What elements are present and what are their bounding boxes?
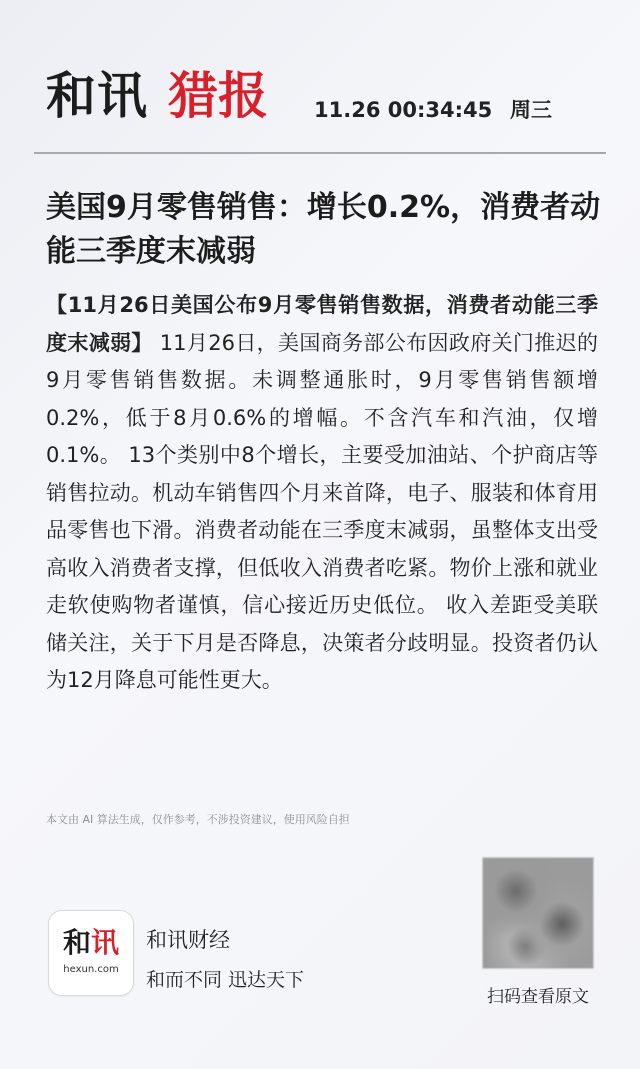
ai-disclaimer: 本文由 AI 算法生成，仅作参考，不涉投资建议，使用风险自担: [46, 813, 350, 826]
publish-datetime: 11.26 00:34:45: [314, 98, 493, 122]
article-text: 11月26日，美国商务部公布因政府关门推迟的9月零售销售数据。未调整通胀时，9月零售销售额增0.2%，低于8月0.6%的增幅。不含汽车和汽油，仅增0.1%。 13个类别中8个增长，主要受加油站、个护商店等销售拉动。机动车销售四个月来首降，电子、服装和体育用品零售也下滑。消费者动能在三季度末减弱，虽整体支出受高收入消费者支撑，但低收入消费者吃紧。物价上涨和就业走软使购物者谨慎，信心接近历史低位。 收入差距受美联储关注，关于下月是否降息，决策者分歧明显。投资者仍认为12月降息可能性更大。: [46, 330, 598, 692]
footer-slogan: 和而不同 迅达天下: [146, 969, 305, 991]
brand-logo-black: 和讯: [46, 67, 148, 125]
qr-code[interactable]: [482, 857, 594, 969]
logo-char-black: 和: [62, 926, 91, 959]
logo-url: hexun.com: [63, 964, 119, 975]
publish-weekday: 周三: [510, 98, 552, 122]
article-title: 美国9月零售销售：增长0.2%，消费者动能三季度末减弱: [46, 190, 601, 269]
article-body: [46, 287, 598, 700]
logo-mark: [49, 923, 133, 963]
hexun-app-logo: [48, 910, 134, 996]
header-divider: [34, 152, 606, 154]
qr-caption: 扫码查看原文: [487, 987, 589, 1007]
logo-char-red: 讯: [91, 926, 120, 959]
article-lead: 【11月26日美国公布9月零售销售数据，消费者动能三季度末减弱】: [46, 293, 598, 355]
header: [46, 62, 606, 142]
footer-brand-name: 和讯财经: [146, 928, 230, 952]
brand-logo-red: 猎报: [168, 67, 268, 125]
